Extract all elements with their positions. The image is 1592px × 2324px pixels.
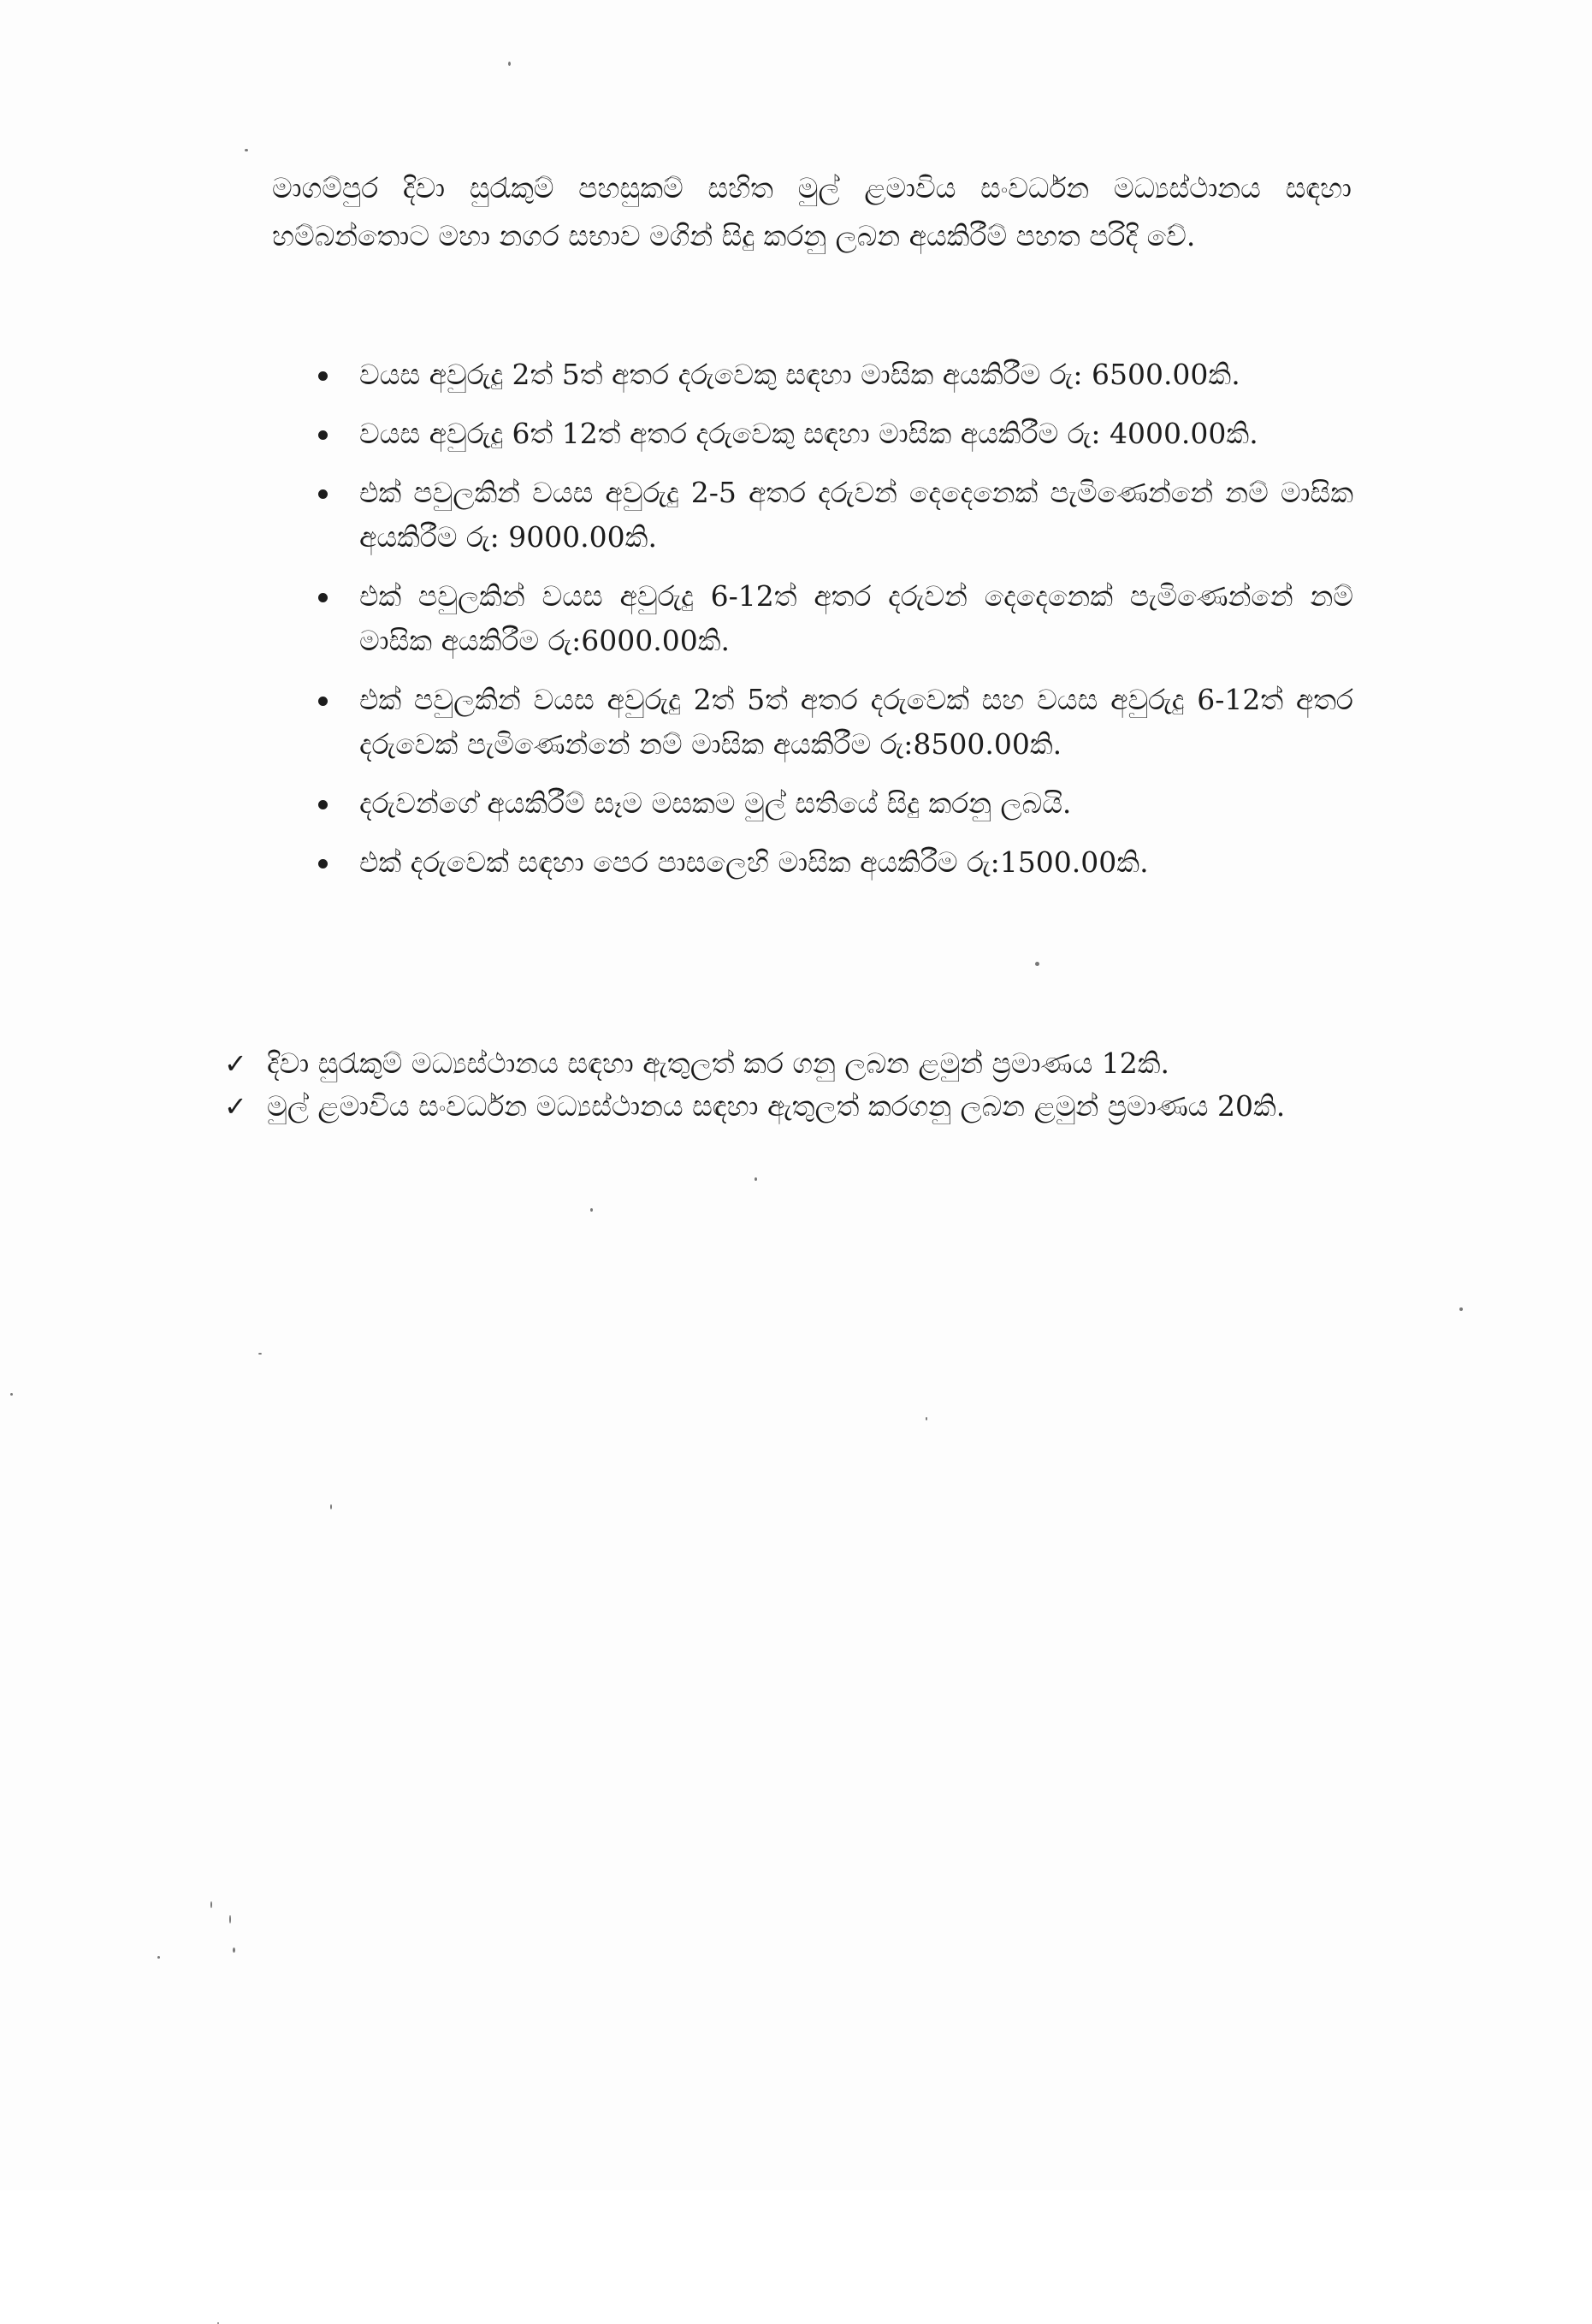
scan-speck <box>245 149 248 151</box>
bullet-dot-icon <box>318 800 328 809</box>
scan-speck <box>590 1208 593 1212</box>
fee-item-text: වයස අවුරුදු 6ත් 12ත් අතර දරුවෙකු සඳහා මාසික අයකිරීම රු: 4000.00කි. <box>359 417 1258 450</box>
scan-speck <box>508 62 511 66</box>
scan-speck <box>10 1393 13 1396</box>
bullet-dot-icon <box>318 371 328 381</box>
scan-speck <box>233 1948 235 1953</box>
bullet-dot-icon <box>318 593 328 602</box>
scan-speck <box>1035 962 1039 966</box>
capacity-list <box>224 1042 1355 1128</box>
checkmark-icon: ✓ <box>224 1047 247 1080</box>
fee-item-two-children-6-12 <box>318 574 1353 663</box>
fee-item-age-6-12 <box>318 412 1353 456</box>
fee-item-payment-schedule <box>318 781 1353 826</box>
scan-speck <box>258 1353 262 1355</box>
bullet-dot-icon <box>318 859 328 869</box>
intro-paragraph: මාගම්පුර දිවා සුරැකුම් පහසුකම් සහිත මුල් ළමාවිය සංවර්ධන මධ්‍යස්ථානය සඳහා හම්බන්තොට මහා නගර සභාව මගින් සිදු කරනු ලබන අයකිරීම් පහත පරිදි වේ. <box>272 171 1352 252</box>
scan-speck <box>1459 1307 1463 1311</box>
capacity-item-early-childhood <box>224 1085 1355 1128</box>
scan-speck <box>210 1901 212 1908</box>
fee-item-text: එක් පවුලකින් වයස අවුරුදු 2-5 අතර දරුවන් දෙදෙනෙක් පැමිණෙන්නේ නම් මාසික අයකිරීම රු: 9000.00කි. <box>359 476 1353 554</box>
scan-speck <box>330 1504 332 1509</box>
bullet-dot-icon <box>318 430 328 440</box>
fee-item-two-children-2-5 <box>318 471 1353 560</box>
scan-speck <box>229 1915 231 1924</box>
scan-speck <box>926 1417 927 1420</box>
fee-item-text: වයස අවුරුදු 2ත් 5ත් අතර දරුවෙකු සඳහා මාසික අයකිරීම රු: 6500.00කි. <box>359 358 1240 391</box>
bullet-dot-icon <box>318 697 328 706</box>
fee-item-text: එක් පවුලකින් වයස අවුරුදු 2ත් 5ත් අතර දරුවෙක් සහ වයස අවුරුදු 6-12ත් අතර දරුවෙක් පැමිණෙන්නේ නම් මාසික අයකිරීම රු:8500.00කි. <box>359 683 1353 761</box>
fee-list <box>318 353 1353 899</box>
scan-speck <box>157 1956 160 1959</box>
fee-item-mixed-ages <box>318 678 1353 767</box>
fee-item-age-2-5 <box>318 353 1353 397</box>
capacity-item-daycare <box>224 1042 1355 1085</box>
checkmark-icon: ✓ <box>224 1090 247 1123</box>
fee-item-text: එක් දරුවෙක් සඳහා පෙර පාසලෙහි මාසික අයකිරීම රු:1500.00කි. <box>359 845 1149 879</box>
fee-item-preschool <box>318 840 1353 885</box>
fee-item-text: එක් පවුලකින් වයස අවුරුදු 6-12ත් අතර දරුවන් දෙදෙනෙක් පැමිණෙන්නේ නම් මාසික අයකිරීම රු:6000.00කි. <box>359 579 1353 657</box>
fee-item-text: දරුවන්ගේ අයකිරීම් සෑම මසකම මුල් සතියේ සිදු කරනු ලබයි. <box>359 786 1072 820</box>
bullet-dot-icon <box>318 489 328 499</box>
scan-speck <box>755 1177 757 1181</box>
capacity-item-text: දිවා සුරැකුම් මධ්‍යස්ථානය සඳහා ඇතුලත් කර ගනු ලබන ළමුන් ප්‍රමාණය 12කි. <box>267 1046 1170 1080</box>
capacity-item-text: මුල් ළමාවිය සංවර්ධන මධ්‍යස්ථානය සඳහා ඇතුලත් කරගනු ලබන ළමුන් ප්‍රමාණය 20කි. <box>267 1089 1286 1123</box>
